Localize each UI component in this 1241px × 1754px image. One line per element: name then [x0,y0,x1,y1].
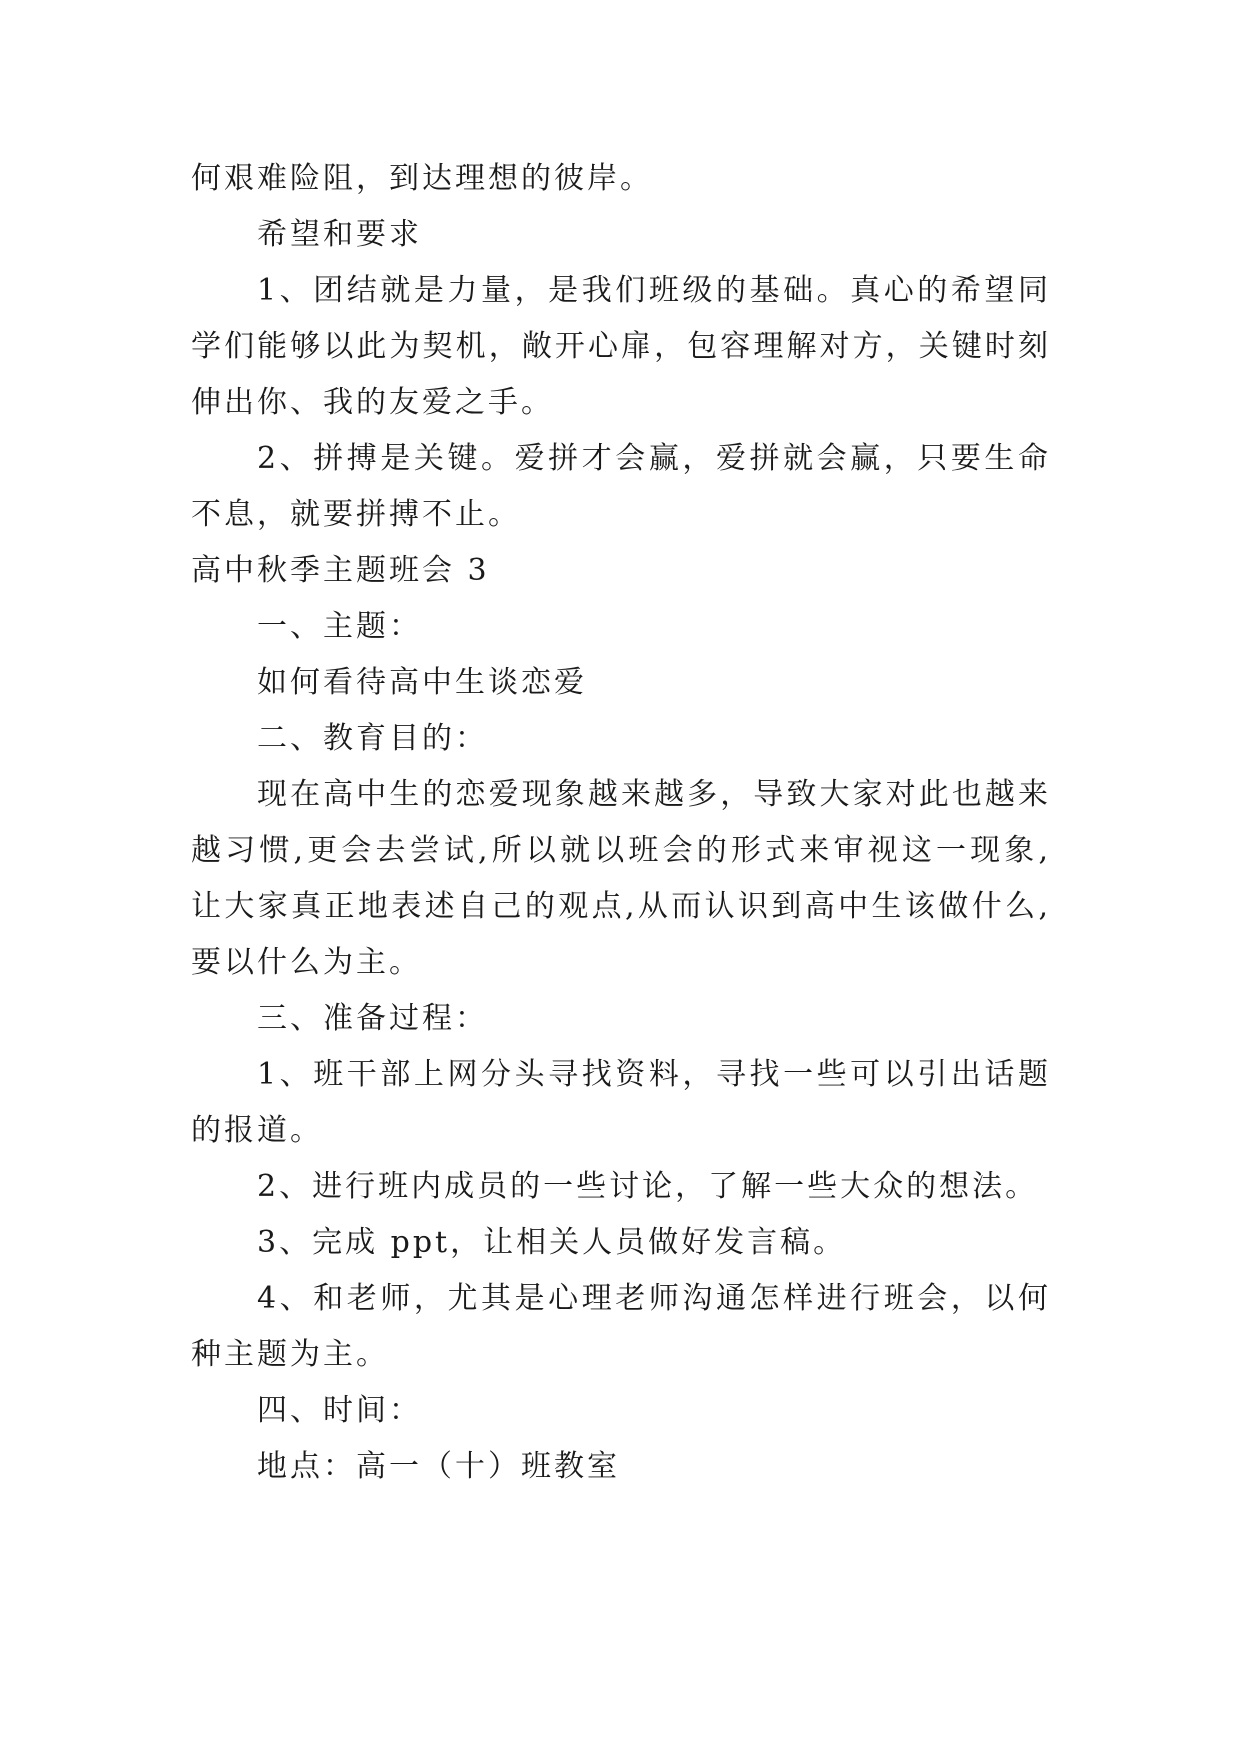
section-heading-theme: 一、主题： [257,609,422,644]
paragraph-line: 要以什么为主。 [191,945,422,980]
paragraph-line: 何艰难险阻，到达理想的彼岸。 [191,161,653,196]
paragraph-line: 让大家真正地表述自己的观点,从而认识到高中生该做什么, [191,889,1051,924]
section-heading-time: 四、时间： [257,1393,422,1428]
paragraph-line: 的报道。 [191,1113,323,1148]
paragraph-line: 越习惯,更会去尝试,所以就以班会的形式来审视这一现象, [191,833,1051,868]
section-heading-hopes: 希望和要求 [257,217,422,252]
paragraph-line: 学们能够以此为契机，敞开心扉，包容理解对方，关键时刻 [191,329,1051,364]
paragraph-line: 1、团结就是力量，是我们班级的基础。真心的希望同 [257,273,1051,308]
paragraph-line: 伸出你、我的友爱之手。 [191,385,554,420]
section-heading-purpose: 二、教育目的： [257,721,488,756]
paragraph-line: 2、进行班内成员的一些讨论，了解一些大众的想法。 [257,1169,1039,1204]
paragraph-line: 种主题为主。 [191,1337,389,1372]
document-title: 高中秋季主题班会 3 [191,553,490,588]
paragraph-line: 1、班干部上网分头寻找资料，寻找一些可以引出话题 [257,1057,1051,1092]
paragraph-line: 2、拼搏是关键。爱拼才会赢，爱拼就会赢，只要生命 [257,441,1051,476]
paragraph-line: 现在高中生的恋爱现象越来越多，导致大家对此也越来 [257,777,1051,812]
paragraph-line: 不息，就要拼搏不止。 [191,497,521,532]
section-heading-preparation: 三、准备过程： [257,1001,488,1036]
paragraph-line: 3、完成 ppt，让相关人员做好发言稿。 [257,1225,847,1260]
paragraph-line: 地点：高一（十）班教室 [257,1449,620,1484]
paragraph-line: 4、和老师，尤其是心理老师沟通怎样进行班会，以何 [257,1281,1051,1316]
paragraph-line: 如何看待高中生谈恋爱 [257,665,587,700]
